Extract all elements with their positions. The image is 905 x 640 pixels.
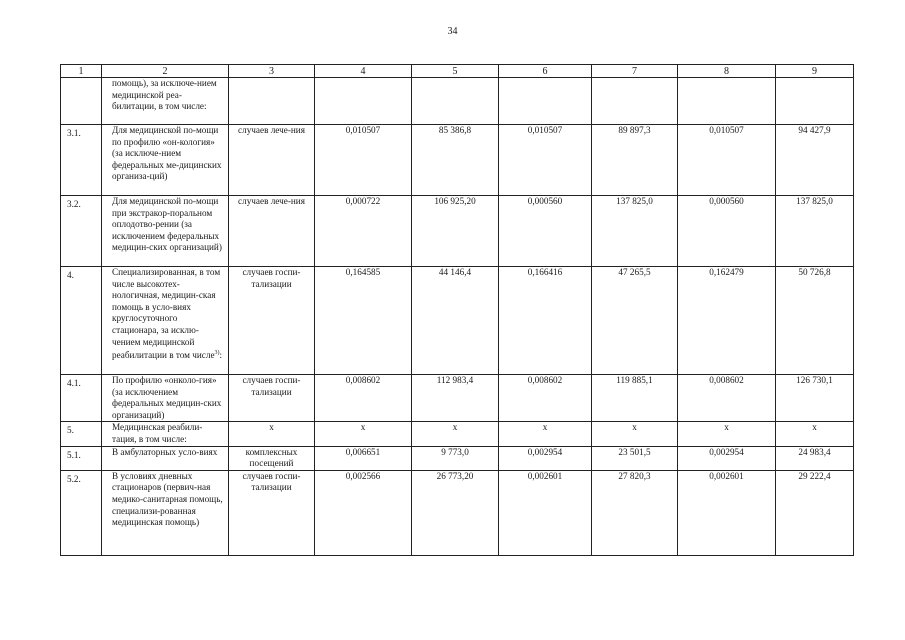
- table-row: [61, 422, 854, 446]
- row-name-text: Специализированная, в том числе высокотех-нологичная, медицин-ская помощь в усло-виях круглосуточного стационара, за исклю-чением медицинской реабилитации в том числе: [112, 267, 221, 361]
- cell-value: [315, 78, 412, 125]
- cell-value: 0,000560: [678, 196, 776, 267]
- column-header: 8: [678, 65, 776, 78]
- column-header: 4: [315, 65, 412, 78]
- row-name: По профилю «онколо-гия» (за исключением федеральных медицин-ских организаций): [102, 375, 229, 422]
- row-name-colon: :: [219, 350, 223, 361]
- row-unit: случаев госпи-тализации: [229, 470, 315, 555]
- row-unit: комплексных посещений: [229, 446, 315, 470]
- row-number: 5.: [61, 422, 102, 446]
- cell-value: 0,008602: [499, 375, 592, 422]
- cell-value: х: [315, 422, 412, 446]
- table-row: [61, 267, 854, 375]
- row-unit: х: [229, 422, 315, 446]
- cell-value: [412, 78, 499, 125]
- row-number: 3.2.: [61, 196, 102, 267]
- cell-value: 29 222,4: [776, 470, 854, 555]
- cell-value: 0,010507: [315, 125, 412, 196]
- row-number: 5.2.: [61, 470, 102, 555]
- table-row: [61, 78, 854, 125]
- row-number: 5.1.: [61, 446, 102, 470]
- row-unit: [229, 78, 315, 125]
- cell-value: 0,000560: [499, 196, 592, 267]
- cell-value: 0,162479: [678, 267, 776, 375]
- cell-value: 0,002954: [678, 446, 776, 470]
- row-unit: случаев лече-ния: [229, 125, 315, 196]
- row-name: В условиях дневных стационаров (первич-ная медико-санитарная помощь, специализи-рованная медицинская помощь): [102, 470, 229, 555]
- row-name: Для медицинской по-мощи при экстракор-поральном оплодотво-рении (за исключением федеральных медицин-ских организаций): [102, 196, 229, 267]
- cell-value: [678, 78, 776, 125]
- row-name: В амбулаторных усло-виях: [102, 446, 229, 470]
- row-name: помощь), за исключе-нием медицинской реа-билитации, в том числе:: [102, 78, 229, 125]
- column-header: 5: [412, 65, 499, 78]
- cell-value: х: [776, 422, 854, 446]
- table-row: [61, 470, 854, 555]
- page-number: 34: [447, 26, 458, 37]
- row-unit: случаев лече-ния: [229, 196, 315, 267]
- row-name: [102, 267, 229, 375]
- cell-value: 0,002601: [678, 470, 776, 555]
- cell-value: 47 265,5: [592, 267, 678, 375]
- cell-value: 24 983,4: [776, 446, 854, 470]
- column-header: 3: [229, 65, 315, 78]
- cell-value: 23 501,5: [592, 446, 678, 470]
- table-row: [61, 446, 854, 470]
- cell-value: 0,010507: [678, 125, 776, 196]
- cell-value: [776, 78, 854, 125]
- row-unit: случаев госпи-тализации: [229, 375, 315, 422]
- column-header: 7: [592, 65, 678, 78]
- cell-value: 137 825,0: [776, 196, 854, 267]
- cell-value: 50 726,8: [776, 267, 854, 375]
- cell-value: [592, 78, 678, 125]
- footnote-marker: 3): [214, 350, 220, 357]
- cell-value: 94 427,9: [776, 125, 854, 196]
- cell-value: 0,002601: [499, 470, 592, 555]
- cell-value: 112 983,4: [412, 375, 499, 422]
- cell-value: 0,002954: [499, 446, 592, 470]
- row-name: Для медицинской по-мощи по профилю «он-кология» (за исключе-нием федеральных ме-дицинских организа-ций): [102, 125, 229, 196]
- cell-value: 44 146,4: [412, 267, 499, 375]
- cell-value: 106 925,20: [412, 196, 499, 267]
- column-header: 9: [776, 65, 854, 78]
- column-header: 2: [102, 65, 229, 78]
- cell-value: 0,002566: [315, 470, 412, 555]
- cell-value: х: [678, 422, 776, 446]
- row-number: 3.1.: [61, 125, 102, 196]
- cell-value: 26 773,20: [412, 470, 499, 555]
- table-row: [61, 125, 854, 196]
- table-row: [61, 375, 854, 422]
- cell-value: х: [592, 422, 678, 446]
- column-header: 6: [499, 65, 592, 78]
- row-number: 4.1.: [61, 375, 102, 422]
- cell-value: 85 386,8: [412, 125, 499, 196]
- cell-value: 0,008602: [315, 375, 412, 422]
- cell-value: [499, 78, 592, 125]
- cell-value: 0,008602: [678, 375, 776, 422]
- cell-value: х: [499, 422, 592, 446]
- cell-value: 0,166416: [499, 267, 592, 375]
- cell-value: 0,164585: [315, 267, 412, 375]
- row-name: Медицинская реабили-тация, в том числе:: [102, 422, 229, 446]
- data-table: [60, 64, 854, 556]
- cell-value: 0,006651: [315, 446, 412, 470]
- cell-value: 119 885,1: [592, 375, 678, 422]
- row-unit: случаев госпи-тализации: [229, 267, 315, 375]
- cell-value: х: [412, 422, 499, 446]
- column-number-row: [61, 65, 854, 78]
- cell-value: 89 897,3: [592, 125, 678, 196]
- cell-value: 126 730,1: [776, 375, 854, 422]
- cell-value: 9 773,0: [412, 446, 499, 470]
- cell-value: 0,010507: [499, 125, 592, 196]
- column-header: 1: [61, 65, 102, 78]
- row-number: 4.: [61, 267, 102, 375]
- cell-value: 0,000722: [315, 196, 412, 267]
- cell-value: 27 820,3: [592, 470, 678, 555]
- table-row: [61, 196, 854, 267]
- cell-value: 137 825,0: [592, 196, 678, 267]
- row-number: [61, 78, 102, 125]
